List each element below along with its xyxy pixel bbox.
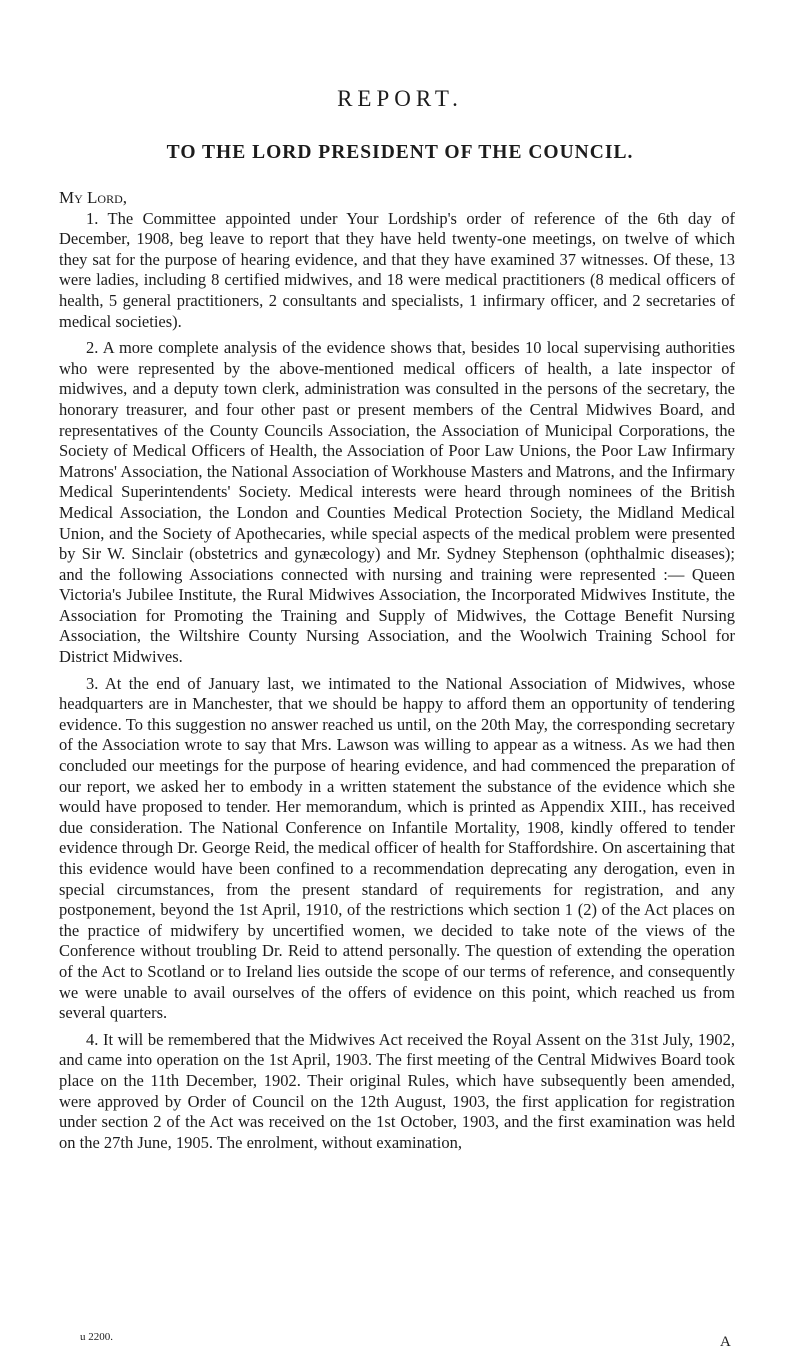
report-body bbox=[59, 188, 735, 1159]
signature-mark: A bbox=[720, 1334, 731, 1350]
paragraph-4: 4. It will be remembered that the Midwives Act received the Royal Assent on the 31st July, 1902, and came into operation on the 1st April, 1903. The first meeting of the Central Midwives Board took place on the 11th December, 1902. Their original Rules, which have subsequently been amended, were approved by Order of Council on the 12th August, 1903, the first application for registration under section 2 of the Act was received on the 1st October, 1903, and the first examination was held on the 27th June, 1905. The enrolment, without examination, bbox=[59, 1029, 735, 1152]
salutation: My Lord, bbox=[59, 188, 128, 207]
paragraph-1: 1. The Committee appointed under Your Lordship's order of reference of the 6th day of December, 1908, beg leave to report that they have held twenty-one meetings, on twelve of which they sat for the purpose of hearing evidence, and that they have examined 37 witnesses. Of these, 13 were ladies, including 8 certified midwives, and 18 were medical practitioners (8 medical officers of health, 5 general practitioners, 2 consultants and specialists, 1 infirmary officer, and 2 secretaries of medical societies). bbox=[59, 208, 735, 331]
print-code: u 2200. bbox=[80, 1331, 113, 1343]
paragraph-3: 3. At the end of January last, we intimated to the National Association of Midwives, whose headquarters are in Manchester, that we should be happy to afford them an opportunity of tendering evidence. To this suggestion no answer reached us until, on the 20th May, the corresponding secretary of the Association wrote to say that Mrs. Lawson was willing to appear as a witness. As we had then concluded our meetings for the purpose of hearing evidence, and had commenced the preparation of our report, we asked her to embody in a written statement the substance of the evidence which she would have proposed to tender. Her memorandum, which is printed as Appendix XIII., has received due consideration. The National Conference on Infantile Mortality, 1908, kindly offered to tender evidence through Dr. George Reid, the medical officer of health for Staffordshire. On ascertaining that this evidence would have been confined to a recommendation deprecating any derogation, even in special circumstances, from the present standard of requirements for registration, and any postponement, beyond the 1st April, 1910, of the restrictions which section 1 (2) of the Act places on the practice of midwifery by uncertified women, we decided to take note of the views of the Conference without troubling Dr. Reid to attend personally. The question of extending the operation of the Act to Scotland or to Ireland lies outside the scope of our terms of reference, and consequently we were unable to avail ourselves of the offers of evidence on this point, which reached us from several quarters. bbox=[59, 673, 735, 1023]
paragraph-2: 2. A more complete analysis of the evidence shows that, besides 10 local supervising authorities who were represented by the above-mentioned medical officers of health, a late inspector of midwives, and a deputy town clerk, administration was consulted in the persons of the secretary, the honorary treasurer, and four other past or present members of the Central Midwives Board, and representatives of the County Councils Association, the Association of Municipal Corporations, the Society of Medical Officers of Health, the Association of Poor Law Unions, the Poor Law Infirmary Matrons' Association, the National Association of Workhouse Masters and Matrons, and the Infirmary Medical Superintendents' Society. Medical interests were heard through nominees of the British Medical Association, the London and Counties Medical Protection Society, the Midland Medical Union, and the Society of Apothecaries, while special aspects of the medical problem were presented by Sir W. Sinclair (obstetrics and gynæcology) and Mr. Sydney Stephenson (ophthalmic diseases); and the following Associations connected with nursing and training were represented :— Queen Victoria's Jubilee Institute, the Rural Midwives Association, the Incorporated Midwives Institute, the Association for Promoting the Training and Supply of Midwives, the Cottage Benefit Nursing Association, the Wiltshire County Nursing Association, and the Woolwich Training School for District Midwives. bbox=[59, 338, 735, 667]
report-title: REPORT. bbox=[337, 86, 463, 111]
report-addressee: TO THE LORD PRESIDENT OF THE COUNCIL. bbox=[166, 142, 634, 163]
